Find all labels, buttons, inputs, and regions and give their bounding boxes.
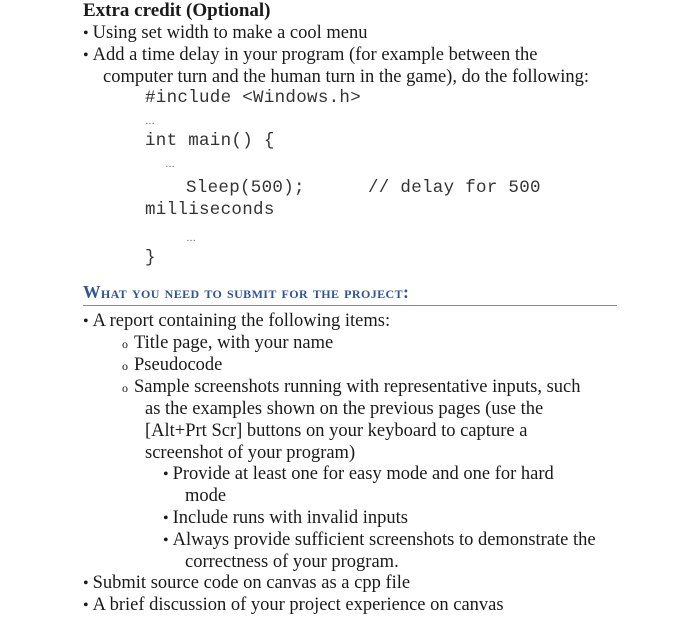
code-ellipsis-1: …	[145, 116, 155, 127]
submit-item-source: • Submit source code on canvas as a cpp file	[83, 573, 411, 593]
report-item-screenshots-cont-2: [Alt+Prt Scr] buttons on your keyboard to capture a	[145, 421, 528, 441]
report-item-screenshots-cont-1: as the examples shown on the previous pages (use the	[145, 399, 544, 419]
code-ellipsis-3: …	[186, 233, 196, 244]
screenshot-item-invalid: • Include runs with invalid inputs	[163, 508, 408, 528]
code-ellipsis-2: …	[165, 159, 175, 170]
submit-item-discussion: • A brief discussion of your project experience on canvas	[83, 595, 504, 615]
code-include: #include <Windows.h>	[145, 88, 362, 108]
screenshot-item-sufficient: • Always provide sufficient screenshots to demonstrate the	[163, 530, 596, 550]
report-item-screenshots: o Sample screenshots running with representative inputs, such	[122, 377, 581, 397]
code-sleep: Sleep(500);	[186, 178, 305, 198]
code-close-brace: }	[145, 248, 156, 268]
submit-section-heading: What you need to submit for the project:	[83, 282, 617, 306]
screenshot-item-modes-cont: mode	[185, 486, 227, 506]
report-item-screenshots-cont-3: screenshot of your program)	[145, 443, 356, 463]
extra-item-setw: • Using set width to make a cool menu	[83, 23, 368, 43]
extra-item-delay: • Add a time delay in your program (for example between the	[83, 45, 538, 65]
submit-item-report: • A report containing the following items:	[83, 311, 391, 331]
code-comment-wrap: milliseconds	[145, 200, 275, 220]
screenshot-item-modes: • Provide at least one for easy mode and one for hard	[163, 464, 554, 484]
code-main: int main() {	[145, 131, 275, 151]
report-item-title: o Title page, with your name	[122, 333, 334, 353]
code-comment: // delay for 500	[368, 178, 541, 198]
screenshot-item-sufficient-cont: correctness of your program.	[185, 552, 399, 572]
extra-item-delay-cont: computer turn and the human turn in the game), do the following:	[103, 67, 590, 87]
extra-credit-title: Extra credit (Optional)	[83, 0, 271, 21]
report-item-pseudocode: o Pseudocode	[122, 355, 223, 375]
